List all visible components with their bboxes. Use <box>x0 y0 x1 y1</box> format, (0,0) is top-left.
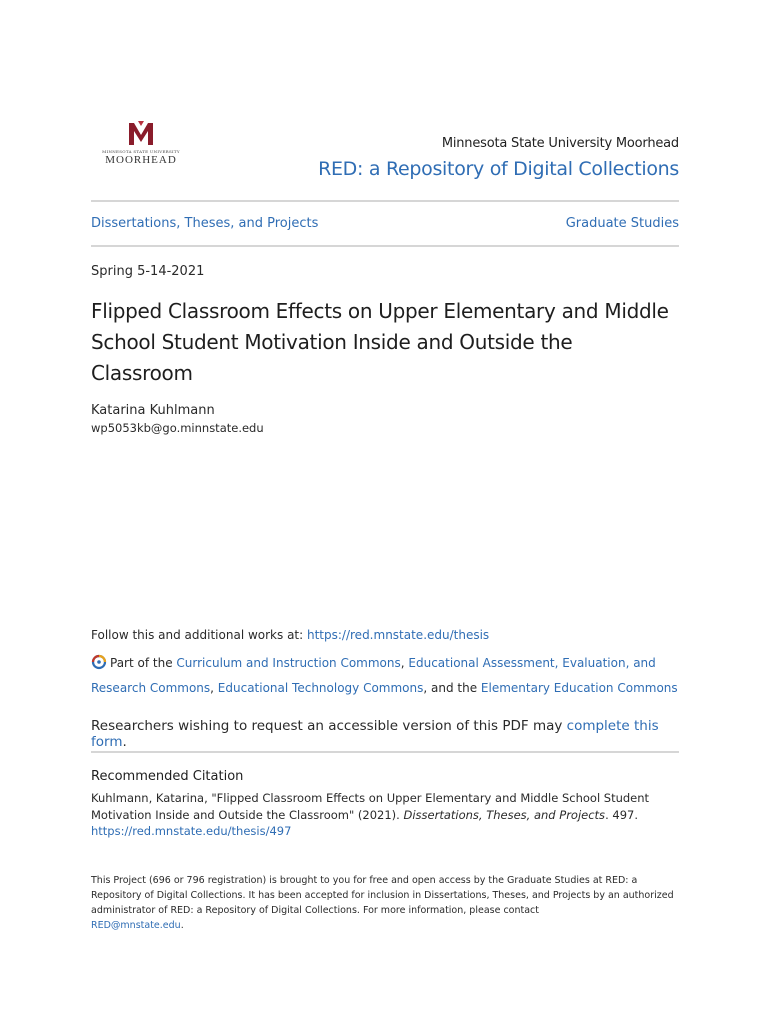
citation-body: Kuhlmann, Katarina, "Flipped Classroom Effects on Upper Elementary and Middle School Student Motivation Inside and Outside the Classroom" (2021). <box>91 791 650 822</box>
commons-link-curriculum[interactable]: Curriculum and Instruction Commons <box>176 656 401 670</box>
citation-number: . 497. <box>605 807 638 822</box>
separator: , <box>210 681 218 695</box>
repository-link[interactable]: RED: a Repository of Digital Collections <box>318 158 679 180</box>
breadcrumb <box>91 202 679 245</box>
follow-link[interactable]: https://red.mnstate.edu/thesis <box>307 628 490 642</box>
complete-form-link[interactable]: complete this form <box>91 718 659 750</box>
institution-name: Minnesota State University Moorhead <box>441 136 679 151</box>
footer-text: This Project (696 or 796 registration) is brought to you for free and open access by the Graduate Studies at RED: a Repository of Digital Collections. It has been accepted for inclusion in Dissertations, Theses, and Projects by an authorized administrator of RED: a Repository of Digital Collections. For more information, please contact <box>91 875 674 916</box>
commons-link-elementary[interactable]: Elementary Education Commons <box>480 681 678 695</box>
university-logo <box>101 118 181 166</box>
msum-m-icon <box>126 118 156 148</box>
contact-email-link[interactable]: RED@mnstate.edu <box>91 920 181 931</box>
commons-link-assessment[interactable]: Educational Assessment, Evaluation, and Research Commons <box>91 656 656 695</box>
period: . <box>122 734 127 750</box>
logo-word: MOORHEAD <box>105 154 177 166</box>
citation-series: Dissertations, Theses, and Projects <box>403 807 606 822</box>
accessible-request-line <box>91 718 679 750</box>
header <box>91 0 679 200</box>
author-email: wp5053kb@go.minnstate.edu <box>91 421 264 435</box>
commons-link-technology[interactable]: Educational Technology Commons <box>217 681 424 695</box>
breadcrumb-department-link[interactable]: Graduate Studies <box>565 216 679 231</box>
author-name: Katarina Kuhlmann <box>91 403 215 418</box>
divider <box>91 245 679 247</box>
period: . <box>180 920 184 931</box>
document-title: Flipped Classroom Effects on Upper Elementary and Middle School Student Motivation Inside and Outside the Classroom <box>91 299 669 385</box>
footer-note <box>91 873 679 933</box>
separator: , and the <box>423 681 481 695</box>
recommended-citation-heading: Recommended Citation <box>91 769 244 784</box>
breadcrumb-collection-link[interactable]: Dissertations, Theses, and Projects <box>91 216 319 231</box>
publication-date: Spring 5-14-2021 <box>91 264 205 279</box>
logo-small-text: MINNESOTA STATE UNIVERSITY <box>102 149 180 154</box>
citation-text <box>91 790 679 840</box>
part-of-commons <box>91 652 682 699</box>
follow-prefix: Follow this and additional works at: <box>91 628 307 642</box>
part-of-prefix: Part of the <box>110 656 177 670</box>
citation-url-link[interactable]: https://red.mnstate.edu/thesis/497 <box>91 824 292 838</box>
follow-line <box>91 628 679 642</box>
accessible-text: Researchers wishing to request an accessible version of this PDF may <box>91 718 567 734</box>
divider <box>91 751 679 753</box>
separator: , <box>400 656 409 670</box>
commons-network-icon <box>91 654 107 677</box>
